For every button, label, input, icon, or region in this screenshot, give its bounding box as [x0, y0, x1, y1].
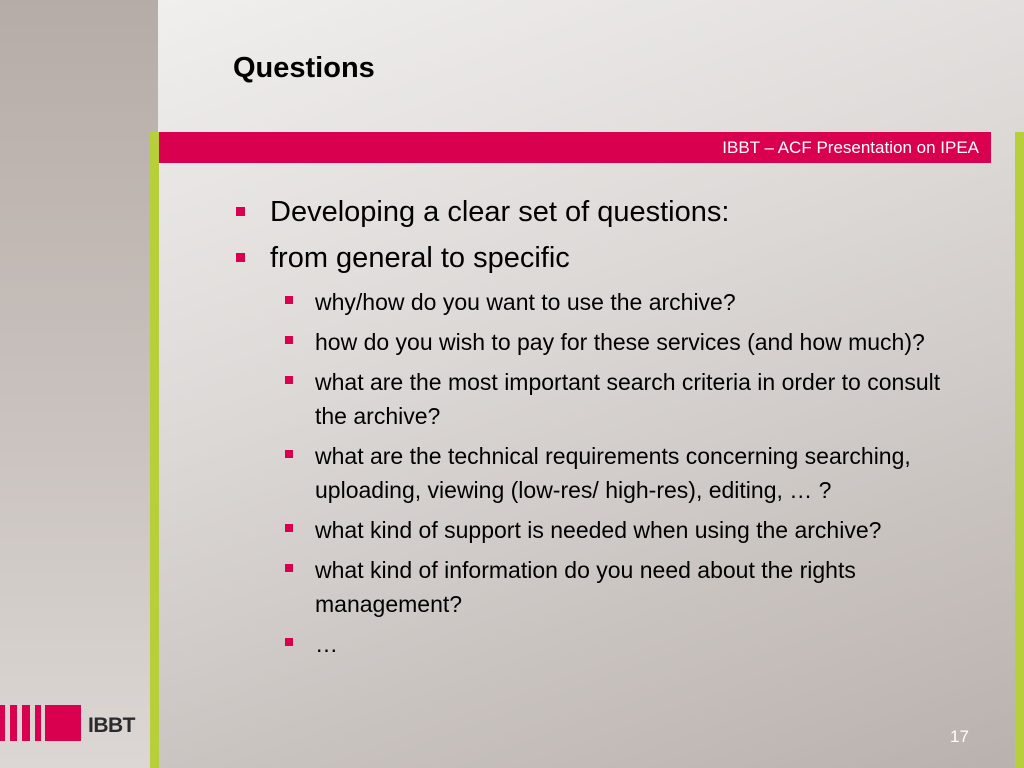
- slide-content: [232, 195, 992, 673]
- sub-bullet-text: what are the most important search criteria in order to consult the archive?: [315, 369, 941, 429]
- sub-bullet-list: [280, 285, 992, 661]
- left-side-panel: [0, 0, 158, 768]
- bullet-text: Developing a clear set of questions:: [270, 196, 730, 228]
- ibbt-logo: [0, 705, 140, 741]
- bullet-list: [232, 195, 992, 661]
- logo-stripe: [35, 705, 41, 741]
- logo-stripe: [22, 705, 30, 741]
- logo-stripe: [10, 705, 17, 741]
- square-bullet-icon: [285, 336, 293, 344]
- square-bullet-icon: [236, 207, 245, 216]
- logo-square: [45, 705, 81, 741]
- sub-bullet-item: [280, 627, 975, 661]
- sub-bullet-text: what kind of information do you need about the rights management?: [315, 557, 856, 617]
- page-number: 17: [950, 727, 969, 746]
- square-bullet-icon: [285, 376, 293, 384]
- sub-bullet-text: how do you wish to pay for these services (and how much)?: [315, 329, 925, 355]
- sub-bullet-text: what are the technical requirements concerning searching, uploading, viewing (low-res/ high-res), editing, … ?: [315, 443, 911, 503]
- logo-stripe: [0, 705, 5, 741]
- square-bullet-icon: [285, 296, 293, 304]
- bullet-item: [232, 195, 992, 229]
- square-bullet-icon: [285, 524, 293, 532]
- logo-text: IBBT: [88, 714, 135, 737]
- slide-title: Questions: [233, 52, 375, 84]
- sub-bullet-text: why/how do you want to use the archive?: [315, 289, 736, 315]
- green-accent-bar-right: [1015, 132, 1024, 768]
- square-bullet-icon: [285, 638, 293, 646]
- square-bullet-icon: [285, 450, 293, 458]
- sub-bullet-text: …: [315, 631, 338, 657]
- square-bullet-icon: [236, 253, 245, 262]
- header-banner: [159, 132, 991, 163]
- sub-bullet-item: [280, 365, 975, 433]
- sub-bullet-item: [280, 285, 975, 319]
- sub-bullet-item: [280, 553, 975, 621]
- banner-text: IBBT – ACF Presentation on IPEA: [722, 138, 979, 157]
- bullet-text: from general to specific: [270, 242, 570, 274]
- bullet-item: [232, 241, 992, 661]
- sub-bullet-item: [280, 513, 975, 547]
- sub-bullet-text: what kind of support is needed when using the archive?: [315, 517, 882, 543]
- green-accent-bar-left: [150, 132, 159, 768]
- sub-bullet-item: [280, 439, 975, 507]
- square-bullet-icon: [285, 564, 293, 572]
- sub-bullet-item: [280, 325, 975, 359]
